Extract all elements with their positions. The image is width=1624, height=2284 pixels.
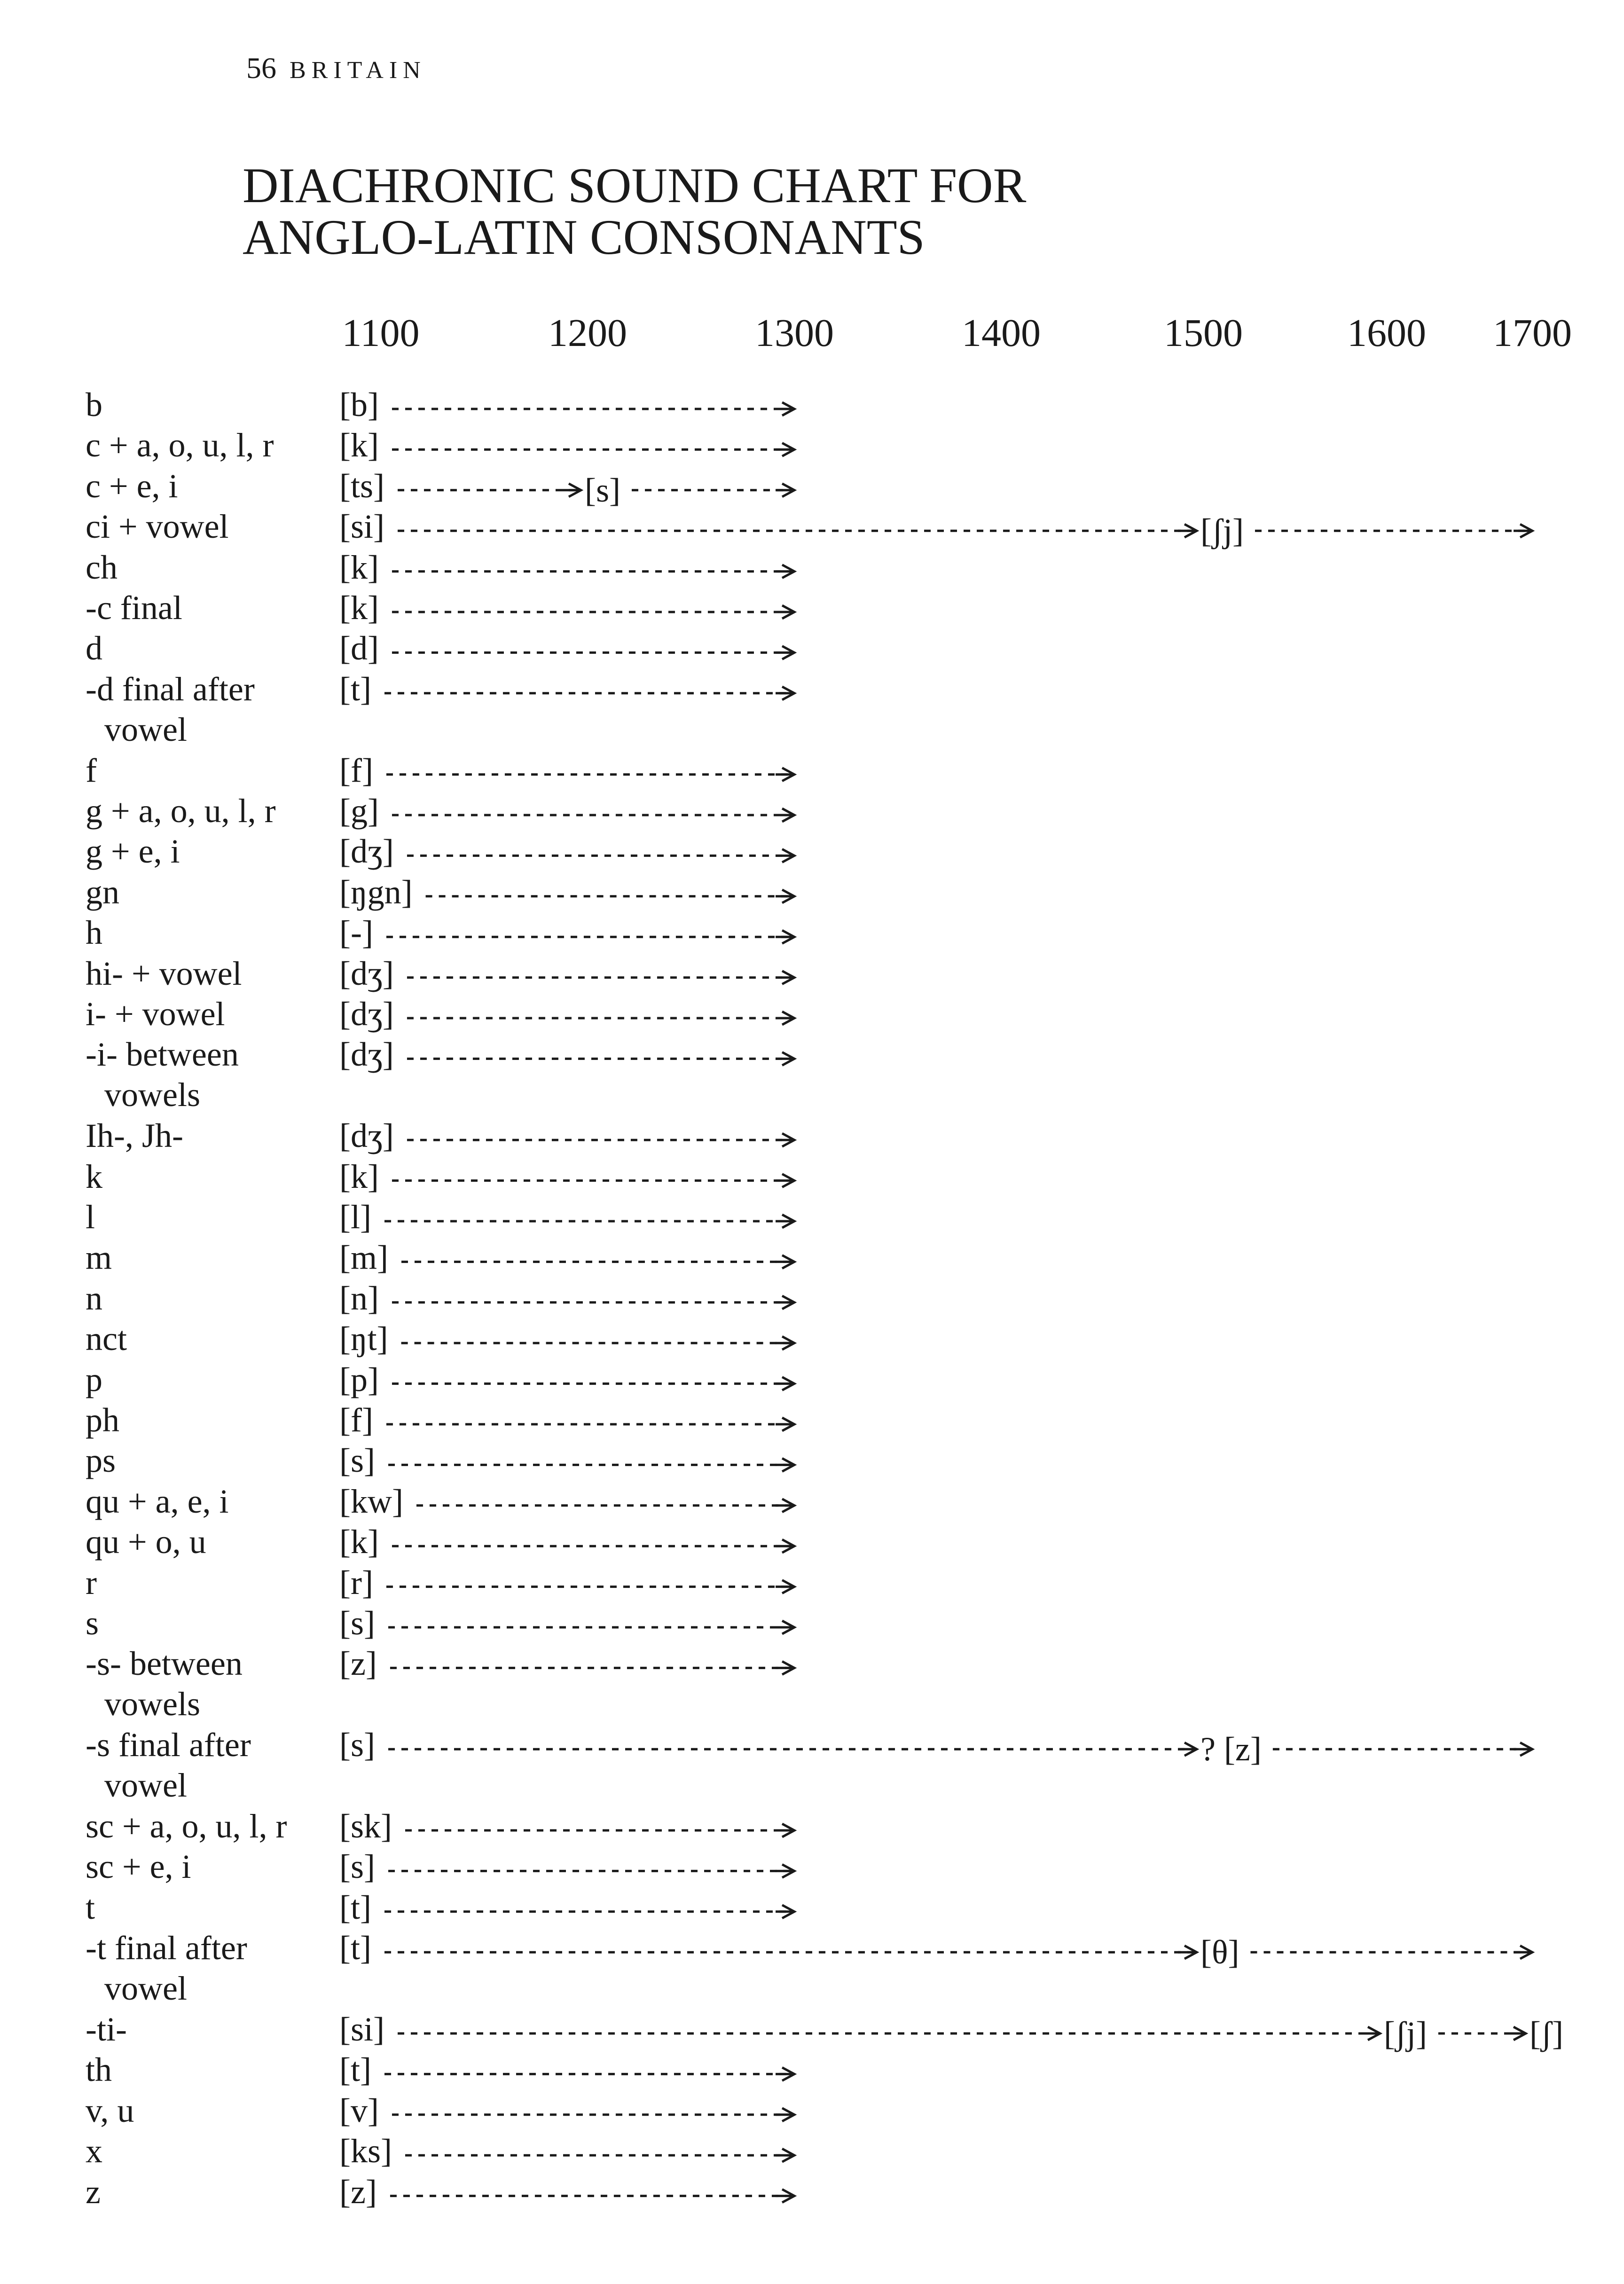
arrow-head-icon xyxy=(776,1336,794,1350)
start-sound: [f] xyxy=(339,1401,373,1439)
start-sound: [s] xyxy=(339,1848,375,1886)
consonant-label-line: -s- between xyxy=(86,1645,243,1683)
consonant-label-line: -c final xyxy=(86,589,182,627)
arrow-head-icon xyxy=(1178,1742,1197,1756)
arrow-head-icon xyxy=(776,1377,794,1390)
consonant-label-line: ph xyxy=(86,1401,119,1439)
arrow-head-icon xyxy=(776,1174,794,1187)
start-sound: [ŋgn] xyxy=(339,873,413,911)
arrow-head-icon xyxy=(776,849,794,862)
arrow-head-icon xyxy=(776,768,794,781)
start-sound: [v] xyxy=(339,2091,379,2129)
consonant-label-line: ci + vowel xyxy=(86,508,229,546)
year-label: 1600 xyxy=(1347,311,1426,355)
start-sound: [z] xyxy=(339,1645,377,1683)
arrow-head-icon xyxy=(776,1296,794,1309)
chart-title-line-2: ANGLO-LATIN CONSONANTS xyxy=(243,210,925,265)
start-sound: [n] xyxy=(339,1279,379,1317)
arrow-head-icon xyxy=(562,484,581,497)
start-sound: [f] xyxy=(339,751,373,789)
arrow-head-icon xyxy=(776,402,794,416)
arrow-head-icon xyxy=(1514,524,1532,537)
start-sound: [s] xyxy=(339,1442,375,1480)
arrow-head-icon xyxy=(776,1499,794,1512)
resulting-sound: [θ] xyxy=(1200,1933,1240,1971)
arrow-head-icon xyxy=(1178,524,1197,537)
start-sound: [b] xyxy=(339,386,379,424)
arrow-head-icon xyxy=(776,1580,794,1593)
page-number: 56 xyxy=(246,51,276,85)
consonant-label-line: gn xyxy=(86,873,119,911)
start-sound: [k] xyxy=(339,1523,379,1561)
consonant-label-line: ch xyxy=(86,548,118,586)
arrow-head-icon xyxy=(776,1539,794,1553)
consonant-label-line: hi- + vowel xyxy=(86,954,242,992)
start-sound: [k] xyxy=(339,589,379,627)
arrow-head-icon xyxy=(776,808,794,822)
start-sound: [t] xyxy=(339,670,371,708)
consonant-label-line: i- + vowel xyxy=(86,995,225,1033)
arrow-head-icon xyxy=(776,1215,794,1228)
consonant-label-line: r xyxy=(86,1563,97,1601)
arrow-head-icon xyxy=(776,2149,794,2162)
arrow-head-icon xyxy=(1514,1946,1532,1959)
chart-title-line-1: DIACHRONIC SOUND CHART FOR xyxy=(243,158,1027,213)
start-sound: [t] xyxy=(339,2051,371,2089)
arrow-head-icon xyxy=(776,2108,794,2121)
year-label: 1400 xyxy=(962,311,1041,355)
consonant-label-line: x xyxy=(86,2132,102,2170)
consonant-label-line: p xyxy=(86,1360,102,1398)
arrow-head-icon xyxy=(776,1458,794,1471)
consonant-label-line: v, u xyxy=(86,2091,134,2129)
resulting-sound: ? [z] xyxy=(1200,1730,1262,1768)
section-title: BRITAIN xyxy=(290,57,426,84)
start-sound: [dʒ] xyxy=(339,954,394,992)
arrow-head-icon xyxy=(776,605,794,619)
consonant-label-line: th xyxy=(86,2051,112,2089)
arrow-head-icon xyxy=(776,1905,794,1918)
consonant-label-line: c + e, i xyxy=(86,467,178,505)
consonant-label-line: vowels xyxy=(104,1076,200,1114)
arrow-head-icon xyxy=(776,1621,794,1634)
resulting-sound: [ʃ] xyxy=(1530,2015,1563,2052)
arrow-head-icon xyxy=(776,1133,794,1146)
consonant-label-line: s xyxy=(86,1604,99,1642)
arrow-head-icon xyxy=(776,687,794,700)
consonant-label-line: d xyxy=(86,629,102,667)
consonant-label-line: vowels xyxy=(104,1685,200,1723)
start-sound: [si] xyxy=(339,2010,384,2048)
arrow-head-icon xyxy=(776,565,794,578)
arrow-head-icon xyxy=(1178,1946,1197,1959)
start-sound: [p] xyxy=(339,1360,379,1398)
start-sound: [g] xyxy=(339,792,379,830)
start-sound: [l] xyxy=(339,1198,371,1236)
start-sound: [r] xyxy=(339,1563,373,1601)
consonant-label-line: z xyxy=(86,2173,101,2211)
start-sound: [z] xyxy=(339,2173,377,2211)
consonant-label-line: sc + e, i xyxy=(86,1848,191,1886)
arrow-head-icon xyxy=(776,1864,794,1877)
year-label: 1200 xyxy=(548,311,627,355)
year-label: 1700 xyxy=(1493,311,1572,355)
start-sound: [k] xyxy=(339,548,379,586)
consonant-label-line: vowel xyxy=(104,710,187,748)
start-sound: [m] xyxy=(339,1239,388,1277)
consonant-label-line: qu + a, e, i xyxy=(86,1482,229,1520)
start-sound: [dʒ] xyxy=(339,1117,394,1155)
start-sound: [t] xyxy=(339,1929,371,1967)
start-sound: [t] xyxy=(339,1888,371,1926)
year-label: 1100 xyxy=(342,311,420,355)
consonant-label-line: -s final after xyxy=(86,1726,251,1764)
arrow-head-icon xyxy=(776,971,794,984)
start-sound: [s] xyxy=(339,1604,375,1642)
consonant-label-line: b xyxy=(86,386,102,424)
arrow-head-icon xyxy=(776,930,794,943)
arrow-head-icon xyxy=(776,443,794,456)
start-sound: [d] xyxy=(339,629,379,667)
consonant-label-line: l xyxy=(86,1198,95,1236)
consonant-label-line: m xyxy=(86,1239,112,1277)
consonant-label-line: n xyxy=(86,1279,102,1317)
resulting-sound: [ʃj] xyxy=(1200,512,1244,550)
arrow-head-icon xyxy=(776,1052,794,1065)
arrow-head-icon xyxy=(776,1255,794,1268)
consonant-label-line: c + a, o, u, l, r xyxy=(86,426,274,464)
arrow-head-icon xyxy=(776,890,794,903)
start-sound: [dʒ] xyxy=(339,832,394,871)
start-sound: [s] xyxy=(339,1726,375,1764)
consonant-label-line: vowel xyxy=(104,1970,187,2008)
consonant-label-line: nct xyxy=(86,1320,127,1358)
consonant-label-line: -d final after xyxy=(86,670,255,708)
consonant-label-line: k xyxy=(86,1157,102,1195)
arrow-head-icon xyxy=(776,2190,794,2203)
arrow-head-icon xyxy=(776,2067,794,2080)
start-sound: [kw] xyxy=(339,1482,403,1520)
consonant-label-line: -i- between xyxy=(86,1036,239,1074)
start-sound: [k] xyxy=(339,426,379,464)
start-sound: [dʒ] xyxy=(339,995,394,1033)
resulting-sound: [s] xyxy=(585,471,620,509)
consonant-label-line: f xyxy=(86,751,97,789)
arrow-head-icon xyxy=(776,1661,794,1674)
consonant-label-line: ps xyxy=(86,1442,116,1480)
start-sound: [ts] xyxy=(339,467,384,505)
arrow-head-icon xyxy=(776,1418,794,1431)
consonant-label-line: vowel xyxy=(104,1766,187,1805)
start-sound: [ŋt] xyxy=(339,1320,388,1358)
consonant-label-line: qu + o, u xyxy=(86,1523,206,1561)
consonant-label-line: g + e, i xyxy=(86,832,180,871)
arrow-head-icon xyxy=(776,646,794,659)
start-sound: [ks] xyxy=(339,2132,392,2170)
arrow-head-icon xyxy=(776,484,794,497)
resulting-sound: [ʃj] xyxy=(1384,2015,1427,2052)
arrow-head-icon xyxy=(1514,1742,1532,1756)
arrow-head-icon xyxy=(1361,2027,1380,2040)
consonant-label-line: g + a, o, u, l, r xyxy=(86,792,276,830)
arrow-head-icon xyxy=(776,1012,794,1025)
consonant-label-line: t xyxy=(86,1888,95,1926)
consonant-label-line: Ih-, Jh- xyxy=(86,1117,183,1155)
consonant-label-line: -ti- xyxy=(86,2010,127,2048)
consonant-label-line: sc + a, o, u, l, r xyxy=(86,1807,287,1845)
start-sound: [dʒ] xyxy=(339,1036,394,1074)
start-sound: [-] xyxy=(339,914,373,952)
consonant-label-line: -t final after xyxy=(86,1929,247,1967)
start-sound: [sk] xyxy=(339,1807,392,1845)
start-sound: [si] xyxy=(339,508,384,546)
start-sound: [k] xyxy=(339,1157,379,1195)
consonant-label-line: h xyxy=(86,914,102,952)
year-label: 1500 xyxy=(1164,311,1243,355)
arrow-head-icon xyxy=(776,1824,794,1837)
year-label: 1300 xyxy=(755,311,834,355)
arrow-head-icon xyxy=(1507,2027,1526,2040)
